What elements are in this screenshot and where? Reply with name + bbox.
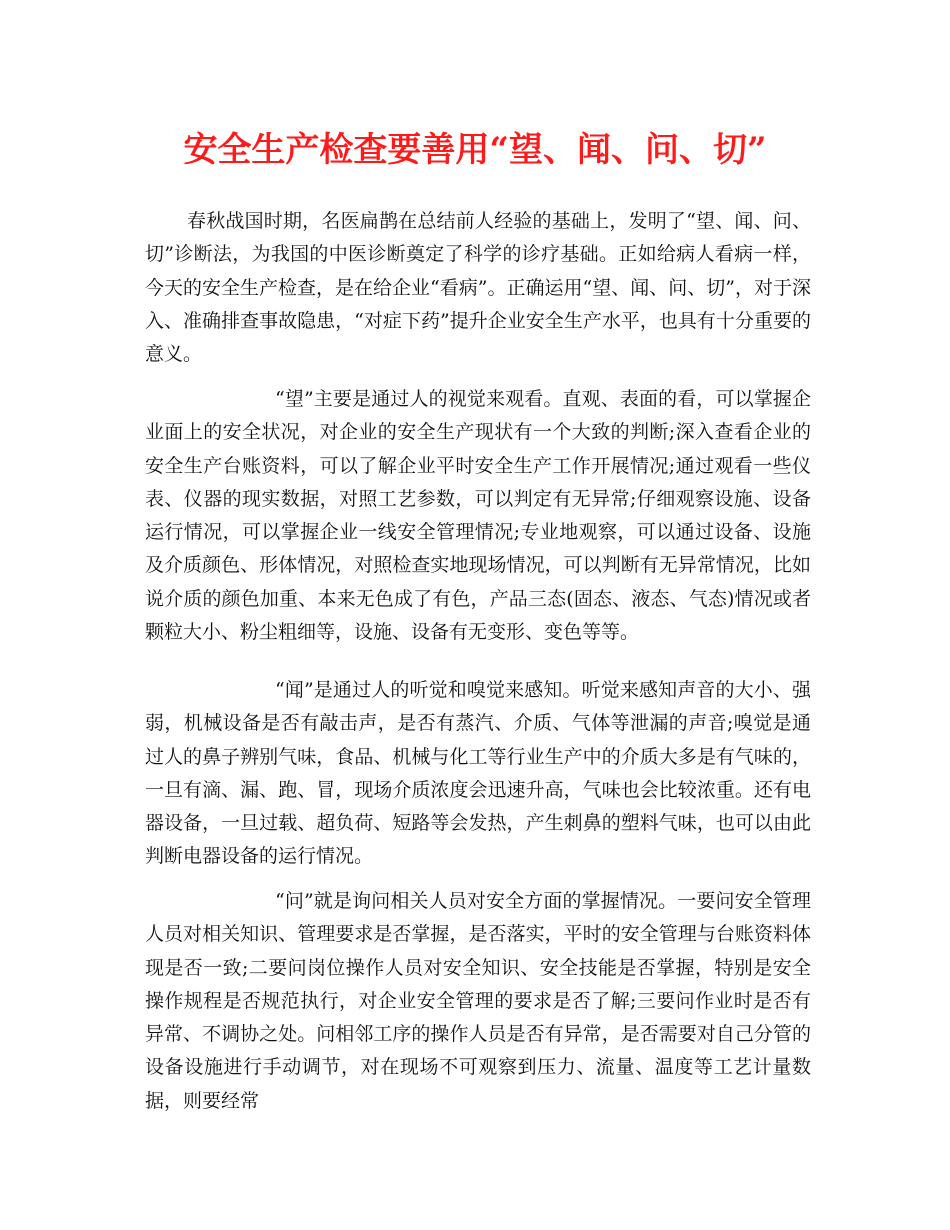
paragraph-wang: “望”主要是通过人的视觉来观看。直观、表面的看，可以掌握企业面上的安全状况，对企业的安全生产现状有一个大致的判断;深入查看企业的安全生产台账资料，可以了解企业平时安全生产工作开展情况;通过观看一些仪表、仪器的现实数据，对照工艺参数，可以判定有无异常;仔细观察设施、设备运行情况，可以掌握企业一线安全管理情况;专业地观察，可以通过设备、设施及介质颜色、形体情况，对照检查实地现场情况，可以判断有无异常情况，比如说介质的颜色加重、本来无色成了有色，产品三态(固态、液态、气态)情况或者颗粒大小、粉尘粗细等，设施、设备有无变形、变色等等。 (145, 388, 811, 644)
paragraph-wen: “闻”是通过人的听觉和嗅觉来感知。听觉来感知声音的大小、强弱，机械设备是否有敲击声，是否有蒸汽、介质、气体等泄漏的声音;嗅觉是通过人的鼻子辨别气味，食品、机械与化工等行业生产中的介质大多是有气味的，一旦有滴、漏、跑、冒，现场介质浓度会迅速升高，气味也会比较浓重。还有电器设备，一旦过载、超负荷、短路等会发热，产生刺鼻的塑料气味，也可以由此判断电器设备的运行情况。 (145, 679, 811, 868)
paragraph-intro: 春秋战国时期，名医扁鹊在总结前人经验的基础上，发明了“望、闻、问、切”诊断法，为我国的中医诊断奠定了科学的诊疗基础。正如给病人看病一样，今天的安全生产检查，是在给企业“看病”。正确运用“望、闻、问、切”，对于深入、准确排查事故隐患，“对症下药”提升企业安全生产水平，也具有十分重要的意义。 (145, 210, 811, 366)
document-title: 安全生产检查要善用“望、闻、问、切” (183, 130, 767, 170)
paragraph-wen-ask: “问”就是询问相关人员对安全方面的掌握情况。一要问安全管理人员对相关知识、管理要求是否掌握，是否落实，平时的安全管理与台账资料体现是否一致;二要问岗位操作人员对安全知识、安全技能是否掌握，特别是安全操作规程是否规范执行，对企业安全管理的要求是否了解;三要问作业时是否有异常、不调协之处。问相邻工序的操作人员是否有异常，是否需要对自己分管的设备设施进行手动调节，对在现场不可观察到压力、流量、温度等工艺计量数据，则要经常 (145, 890, 811, 1112)
